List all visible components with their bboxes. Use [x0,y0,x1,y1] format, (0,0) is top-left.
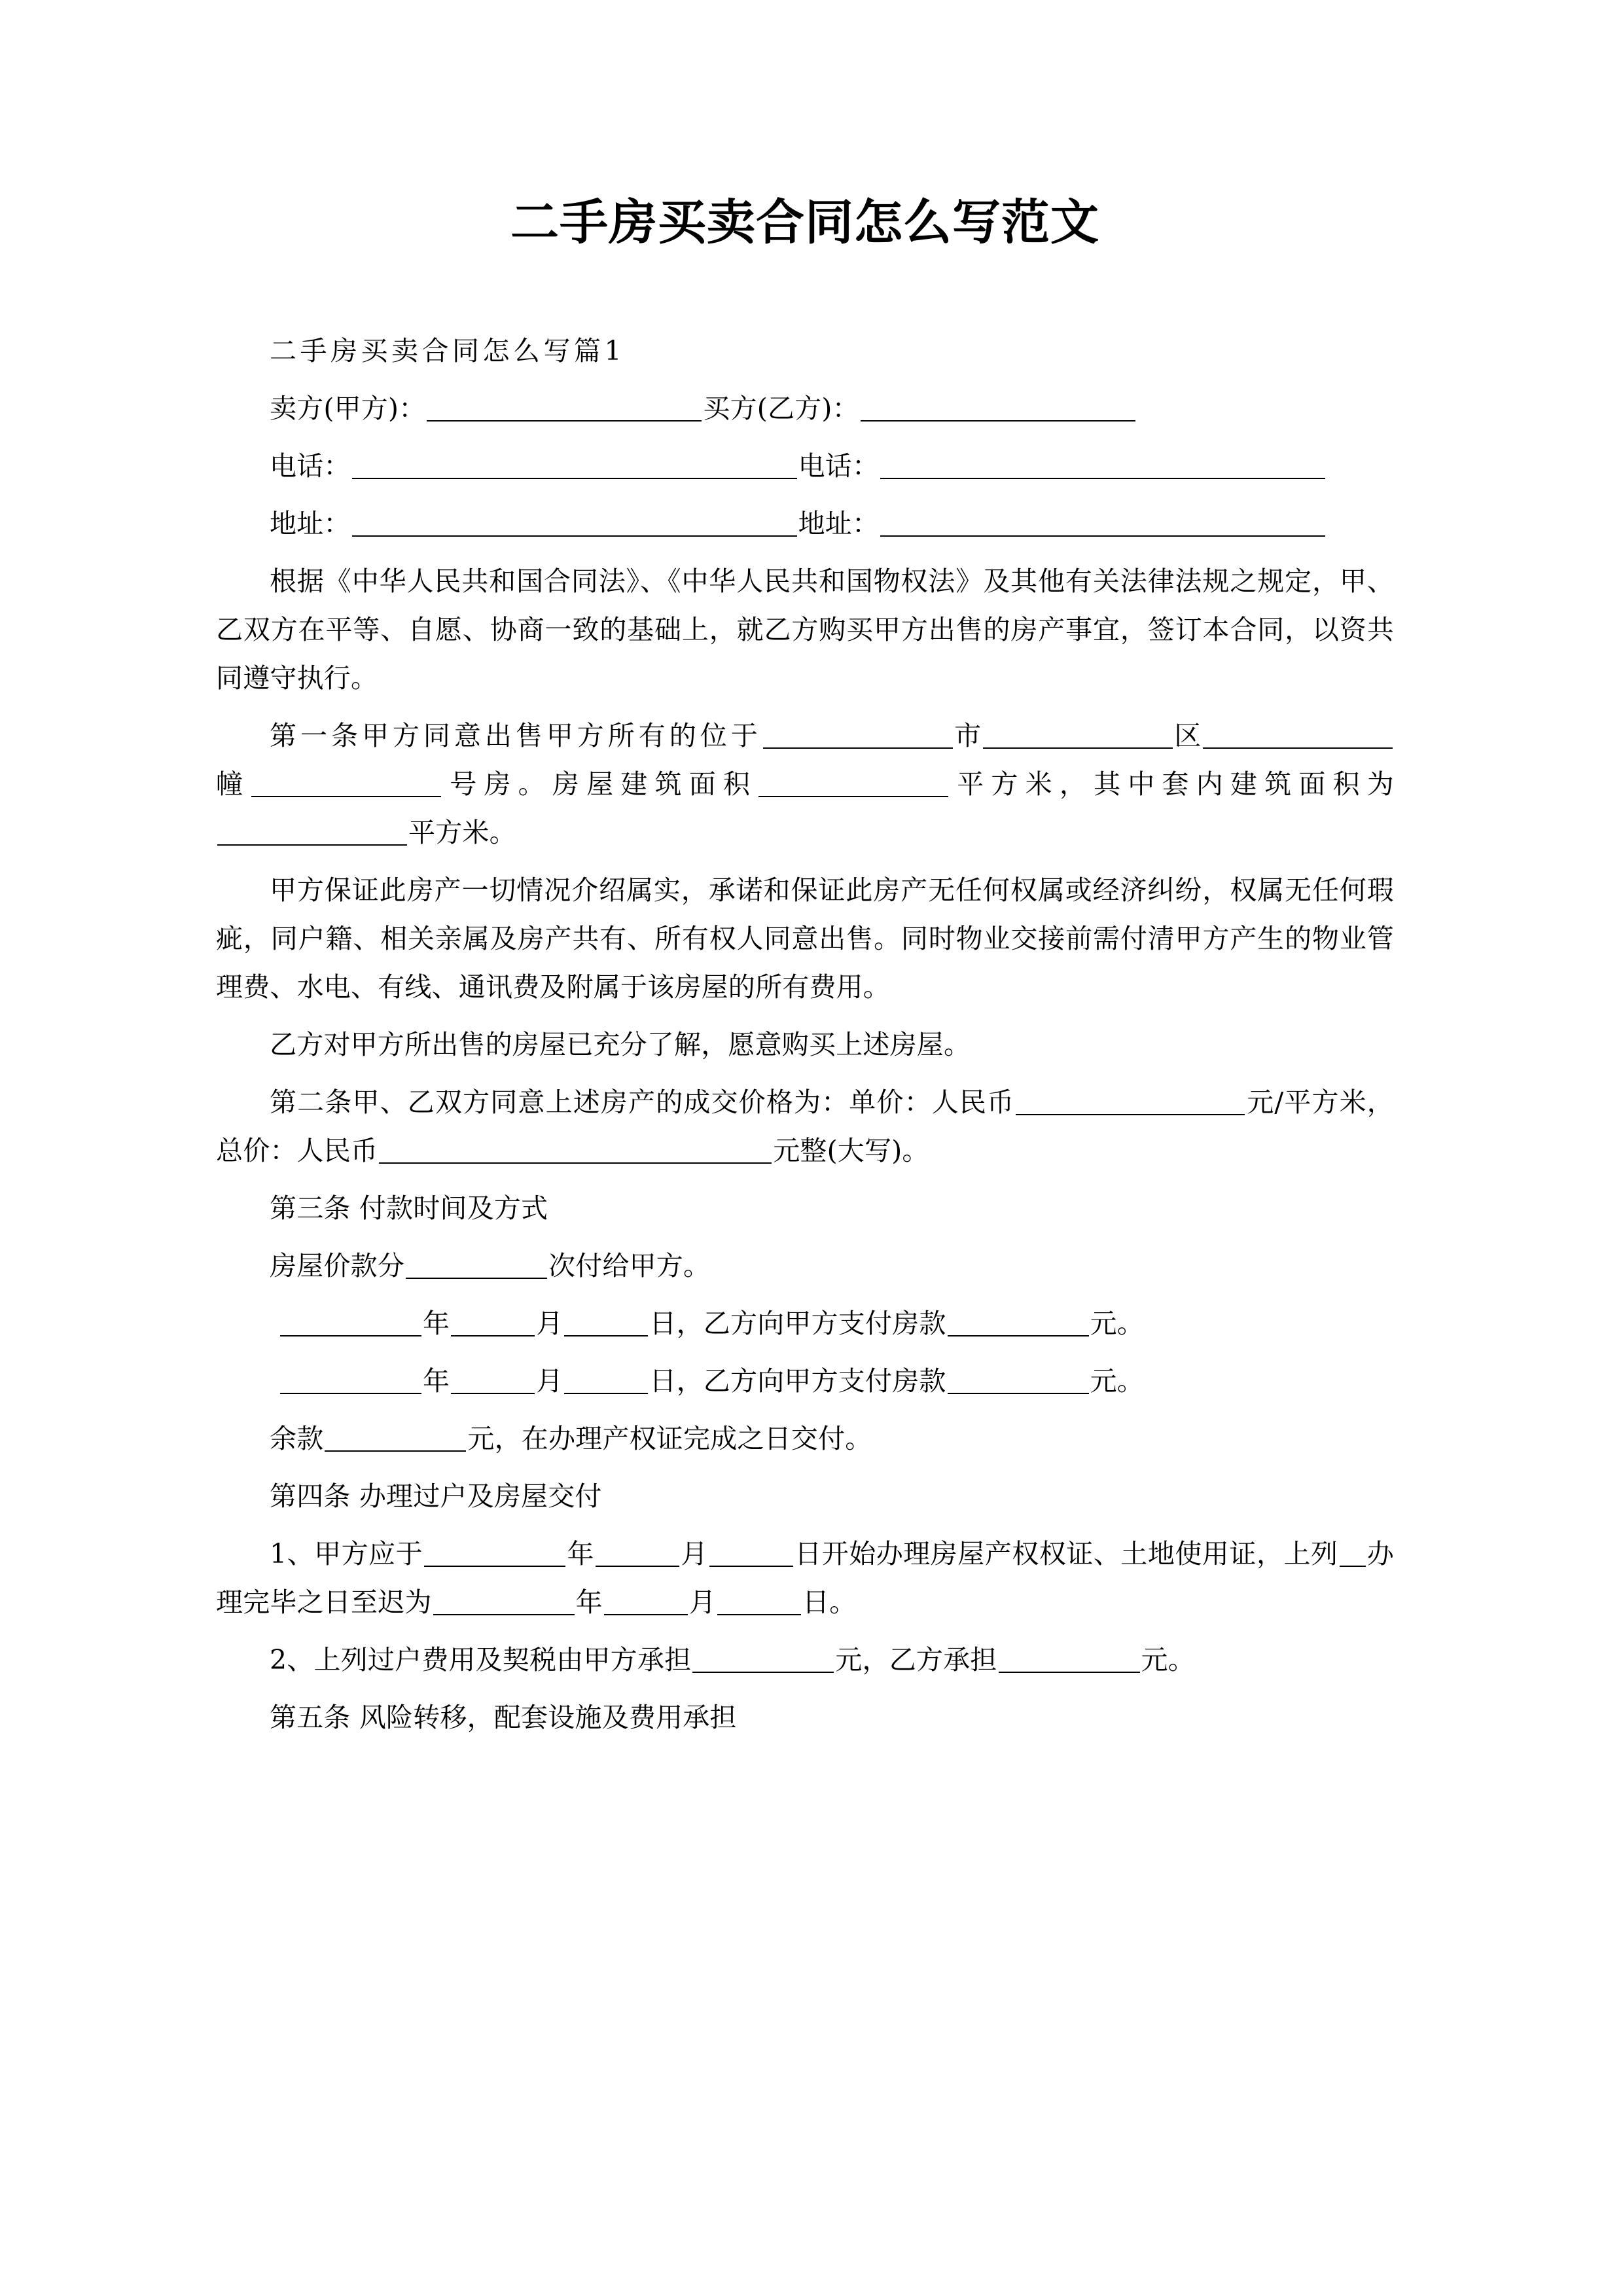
clause-4-year2-label: 年 [575,1587,603,1619]
payment-1-month-label: 月 [536,1308,563,1340]
document-body [216,0,1394,1742]
balance-lead: 余款 [270,1423,324,1455]
clause-2-unit-price-blank[interactable] [1016,1086,1245,1115]
clause-4-day-label: 日开始办理房屋产权权证、土地使用证， [794,1538,1284,1570]
payment-2-day-label: 日，乙方向甲方支付房款 [649,1365,946,1397]
payment-1-day-blank[interactable] [564,1308,648,1336]
parties-phone-line [216,442,1394,490]
buyer-phone-blank[interactable] [880,450,1325,479]
clause-1-city-label: 市 [954,720,982,752]
clause-4-cert-blank[interactable] [1340,1538,1366,1567]
clause-1-lead: 第一条甲方同意出售甲方所有的位于 [270,720,762,752]
buyer-address-blank[interactable] [880,508,1325,537]
clause-4-month-blank[interactable] [596,1538,679,1567]
clause-4-seller-fee-blank[interactable] [692,1644,834,1673]
clause-3-payment-row-2 [216,1357,1394,1405]
clause-1-paragraph [216,711,1394,857]
seller-name-blank[interactable] [427,393,702,422]
page-title: 二手房买卖合同怎么写范文 [510,194,1099,251]
clause-1-buyer-ack-paragraph: 乙方对甲方所出售的房屋已充分了解，愿意购买上述房屋。 [270,1029,971,1061]
clause-3-installments-blank[interactable] [406,1250,547,1279]
clause-1-guarantee-paragraph: 甲方保证此房产一切情况介绍属实，承诺和保证此房产无任何权属或经济纠纷，权属无任何瑕疵，同户籍、相关亲属及房产共有、所有权人同意出售。同时物业交接前需付清甲方产生的物业管理费、水电、有线、通讯费及附属于该房屋的所有费用。 [216,874,1394,1003]
clause-5-heading: 第五条 风险转移，配套设施及费用承担 [270,1702,737,1734]
payment-1-month-blank[interactable] [451,1308,535,1336]
payment-1-amount-blank[interactable] [948,1308,1089,1336]
clause-4-year-blank[interactable] [424,1538,565,1567]
payment-2-month-blank[interactable] [451,1365,535,1394]
clause-4-year-label: 年 [567,1538,595,1570]
payment-2-day-blank[interactable] [564,1365,648,1394]
seller-phone-label: 电话： [270,450,351,482]
clause-1-building-blank[interactable] [1203,720,1393,749]
clause-4-day2-blank[interactable] [717,1587,801,1615]
parties-address-line [216,499,1394,548]
clause-4-year2-blank[interactable] [433,1587,575,1615]
clause-1-inner-area-blank[interactable] [217,817,407,846]
balance-tail: 元，在办理产权证完成之日交付。 [467,1423,872,1455]
clause-4-next-mid: 办理完毕之日至迟为 [216,1538,1395,1619]
seller-label: 卖方(甲方)： [270,393,426,425]
payment-2-amount-blank[interactable] [948,1365,1089,1394]
payment-2-yuan-label: 元。 [1090,1365,1145,1397]
section-heading: 二手房买卖合同怎么写篇1 [270,335,626,367]
clause-4-month2-blank[interactable] [604,1587,688,1615]
clause-2-total-price-blank[interactable] [379,1135,772,1164]
payment-2-year-label: 年 [423,1365,450,1397]
payment-1-yuan-label: 元。 [1090,1308,1145,1340]
clause-4-month-label: 月 [681,1538,708,1570]
clause-4-day2-label: 日。 [802,1587,857,1619]
payment-2-month-label: 月 [536,1365,563,1397]
payment-2-year-blank[interactable] [280,1365,421,1394]
clause-1-district-blank[interactable] [983,720,1173,749]
balance-amount-blank[interactable] [325,1423,466,1452]
clause-1-area-blank[interactable] [758,768,948,797]
clause-1-area-label: 平方米，其中套内建筑面积为 [950,768,1394,800]
clause-3-heading: 第三条 付款时间及方式 [270,1193,548,1225]
clause-4-item2-mid: 元，乙方承担 [835,1644,997,1676]
buyer-phone-label: 电话： [798,450,880,482]
clause-2-paragraph [216,1078,1394,1175]
clause-4-item2-lead: 2、上列过户费用及契税由甲方承担 [270,1644,692,1676]
clause-4-day-blank[interactable] [709,1538,793,1567]
buyer-name-blank[interactable] [861,393,1135,422]
payment-1-year-label: 年 [423,1308,450,1340]
clause-4-item-2 [216,1636,1394,1684]
clause-1-district-label: 区 [1173,720,1202,752]
seller-address-blank[interactable] [352,508,797,537]
clause-1-inner-area-label: 平方米。 [408,817,516,849]
clause-3-payment-row-1 [216,1299,1394,1348]
clause-4-next-lead: 上列 [1283,1538,1338,1570]
clause-4-heading: 第四条 办理过户及房屋交付 [270,1480,602,1513]
clause-1-room-blank[interactable] [251,768,441,797]
clause-4-item1-lead: 1、甲方应于 [270,1538,423,1570]
seller-address-label: 地址： [270,508,351,540]
clause-3-installments-tail: 次付给甲方。 [548,1250,711,1282]
clause-4-buyer-fee-blank[interactable] [999,1644,1140,1673]
clause-2-unit-label: 元/平方米，总价：人民币 [216,1086,1394,1167]
parties-name-line [216,384,1394,433]
clause-1-building-label: 幢 [216,768,251,800]
clause-3-installments-lead: 房屋价款分 [270,1250,404,1282]
clause-3-balance-line [216,1414,1394,1463]
buyer-address-label: 地址： [798,508,880,540]
document-content [216,327,1394,1742]
clause-4-item2-tail: 元。 [1141,1644,1195,1676]
seller-phone-blank[interactable] [352,450,797,479]
payment-1-year-blank[interactable] [280,1308,421,1336]
clause-4-item-1 [216,1530,1394,1626]
payment-1-day-label: 日，乙方向甲方支付房款 [649,1308,946,1340]
clause-2-total-label: 元整(大写)。 [773,1135,929,1167]
preamble-paragraph: 根据《中华人民共和国合同法》、《中华人民共和国物权法》及其他有关法律法规之规定，甲、乙双方在平等、自愿、协商一致的基础上，就乙方购买甲方出售的房产事宜，签订本合同，以资共同遵守执行。 [216,565,1394,694]
clause-1-room-label: 号房。房屋建筑面积 [442,768,758,800]
buyer-label: 买方(乙方)： [703,393,859,425]
clause-2-lead: 第二条甲、乙双方同意上述房产的成交价格为：单价：人民币 [270,1086,1015,1119]
clause-4-month2-label: 月 [688,1587,717,1619]
clause-3-installments-line [216,1242,1394,1290]
clause-1-city-blank[interactable] [763,720,953,749]
